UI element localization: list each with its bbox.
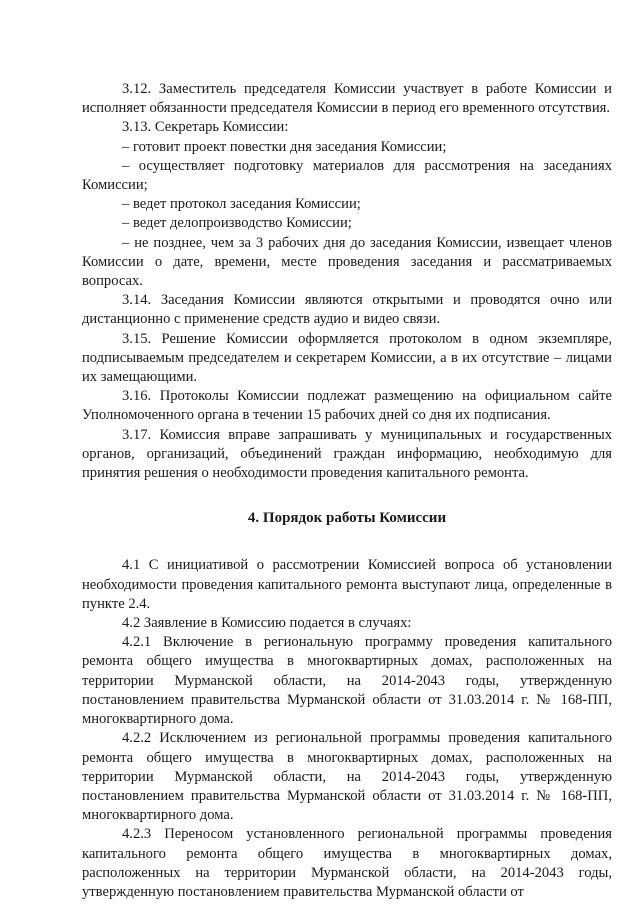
section-heading: 4. Порядок работы Комиссии — [247, 510, 447, 527]
list-item-records: – ведет делопроизводство Комиссии; — [122, 215, 352, 232]
paragraph-3-13: 3.13. Секретарь Комиссии: — [122, 119, 289, 136]
paragraph-3-12: 3.12. Заместитель председателя Комиссии участвует в работе Комиссии и исполняет обязанности председателя Комиссии в период его временного отсутствия. — [82, 81, 612, 117]
paragraph-4-2-3: 4.2.3 Переносом установленного региональной программы проведения капитального ремонта общего имущества в многоквартирных домах, расположенных на территории Мурманской области, на 2014-2043 годы, утвержденную постановлением правительства Мурманской области от — [82, 826, 612, 900]
list-item-notification: – не позднее, чем за 3 рабочих дня до заседания Комиссии, извещает членов Комиссии о дате, времени, месте проведения заседания и рассматриваемых вопросах. — [82, 234, 612, 290]
list-item-minutes: – ведет протокол заседания Комиссии; — [122, 196, 361, 213]
paragraph-4-2-2: 4.2.2 Исключением из региональной программы проведения капитального ремонта общего имущества в многоквартирных домах, расположенных на территории Мурманской области, на 2014-2043 годы, утвержденную постановлением правительства Мурманской области от 31.03.2014 г. № 168-ПП, многоквартирного дома. — [82, 730, 612, 824]
list-item-materials: – осуществляет подготовку материалов для рассмотрения на заседаниях Комиссии; — [82, 157, 612, 194]
paragraph-3-17: 3.17. Комиссия вправе запрашивать у муниципальных и государственных органов, организаций, объединений граждан информацию, необходимую для принятия решения о необходимости проведения капитального ремонта. — [82, 426, 612, 482]
paragraph-3-14: 3.14. Заседания Комиссии являются открытыми и проводятся очно или дистанционно с применение средств аудио и видео связи. — [82, 292, 612, 328]
paragraph-3-15: 3.15. Решение Комиссии оформляется протоколом в одном экземпляре, подписываемым председателем и секретарем Комиссии, а в их отсутствие – лицами их замещающими. — [82, 330, 612, 386]
paragraph-4-2-1: 4.2.1 Включение в региональную программу проведения капитального ремонта общего имущества в многоквартирных домах, расположенных на территории Мурманской области, на 2014-2043 годы, утвержденную постановлением правительства Мурманской области от 31.03.2014 г. № 168-ПП, многоквартирного дома. — [82, 634, 612, 728]
paragraph-4-2: 4.2 Заявление в Комиссию подается в случаях: — [122, 615, 412, 632]
paragraph-3-16: 3.16. Протоколы Комиссии подлежат размещению на официальном сайте Уполномоченного органа в течении 15 рабочих дней со дня их подписания. — [82, 388, 612, 424]
list-item-agenda: – готовит проект повестки дня заседания Комиссии; — [122, 138, 447, 155]
paragraph-4-1: 4.1 С инициативой о рассмотрении Комиссией вопроса об установлении необходимости проведения капитального ремонта выступают лица, определенные в пункте 2.4. — [82, 557, 612, 612]
